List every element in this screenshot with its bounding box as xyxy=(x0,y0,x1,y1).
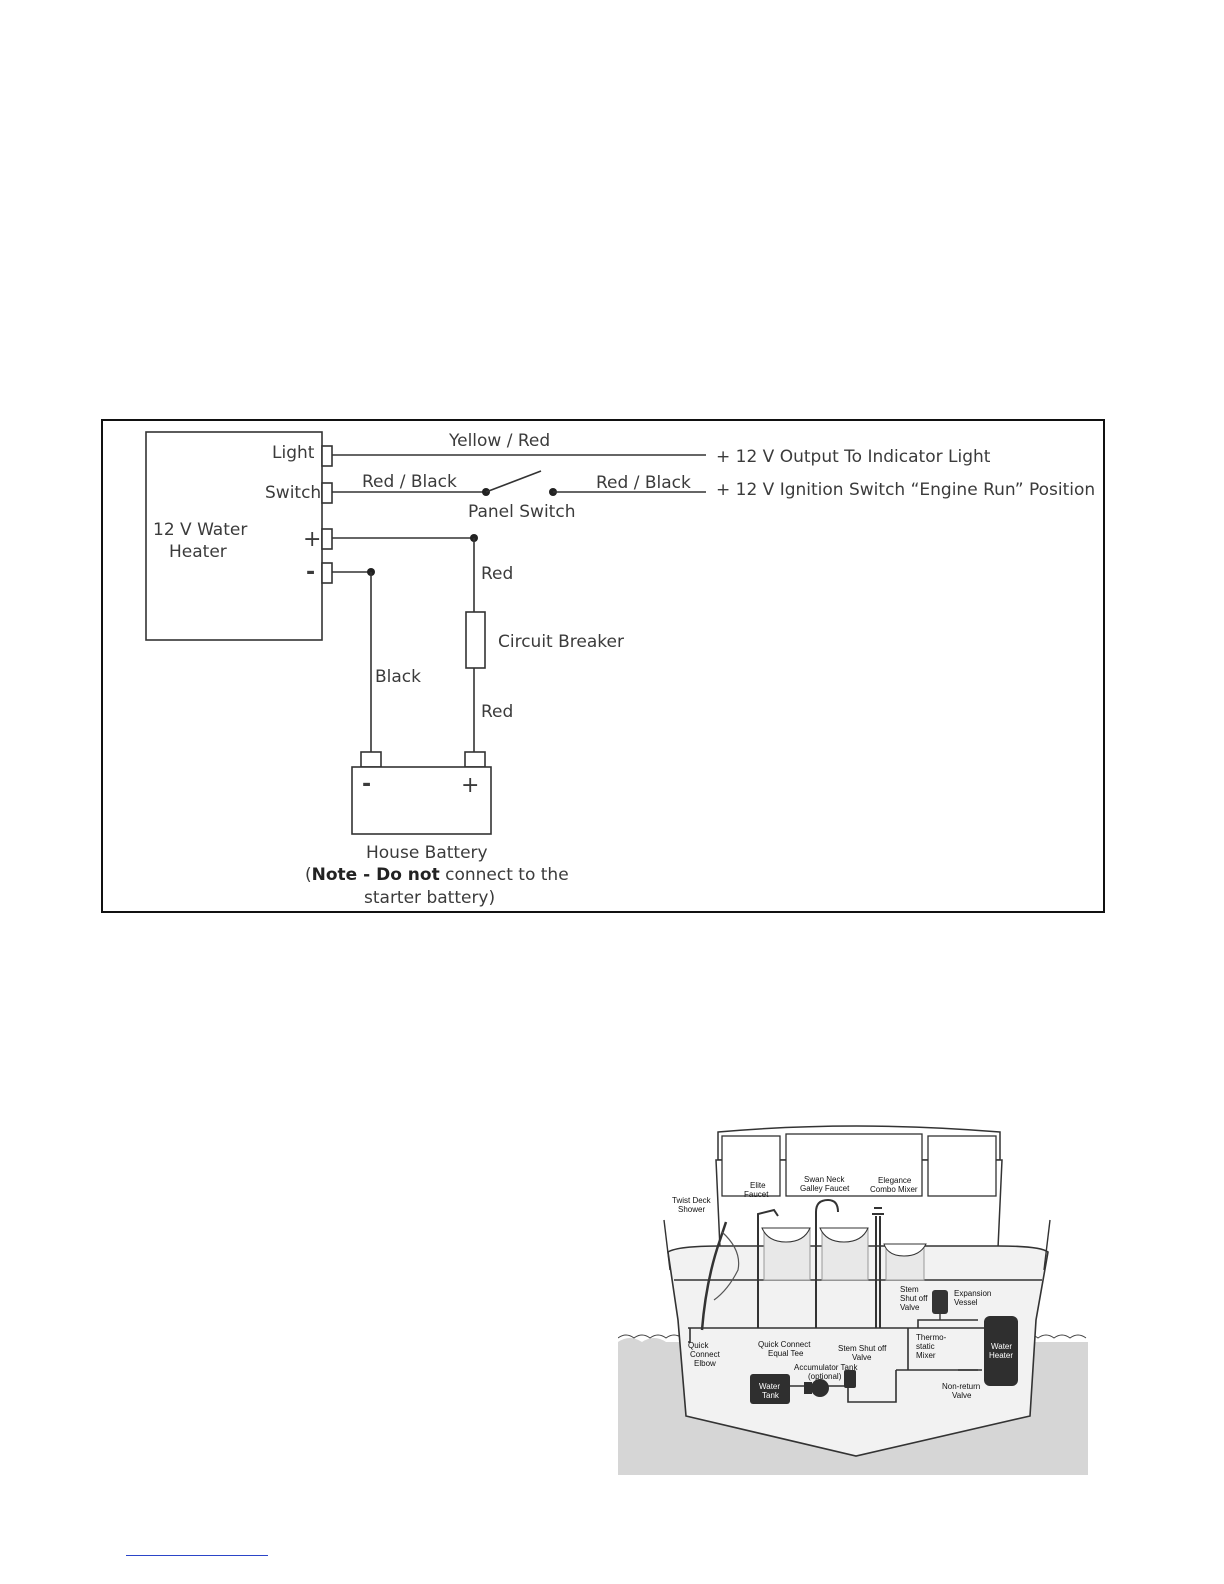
boat-plumbing-diagram xyxy=(618,1120,1090,1480)
battery-note-rest: connect to the xyxy=(439,865,569,885)
accumulator-tank xyxy=(844,1370,856,1388)
label-elite-faucet-1: Elite xyxy=(750,1181,766,1190)
label-thermo-3: Mixer xyxy=(916,1351,936,1360)
label-expansion-2: Vessel xyxy=(954,1298,978,1307)
terminal-plus xyxy=(322,529,332,549)
battery-note xyxy=(305,865,569,885)
battery-note-bold: Note - Do not xyxy=(311,865,440,885)
water-tank-label-2: Tank xyxy=(762,1391,779,1400)
label-quick-connect-tee-2: Equal Tee xyxy=(768,1349,804,1358)
water-tank-label-1: Water xyxy=(759,1382,781,1391)
battery-minus-sign: - xyxy=(362,772,372,797)
panel-switch-lever xyxy=(486,471,541,492)
terminal-plus-label: + xyxy=(303,527,322,552)
battery-note-line3: starter battery) xyxy=(364,888,496,908)
label-quick-connect-elbow-2: Connect xyxy=(690,1350,720,1359)
label-twist-deck-shower-1: Twist Deck xyxy=(672,1196,711,1205)
battery-label: House Battery xyxy=(366,843,488,863)
terminal-minus-label: - xyxy=(306,560,316,585)
rail-right xyxy=(1044,1220,1050,1270)
wire-red-upper-label: Red xyxy=(481,564,514,584)
label-accumulator-2: (optional) xyxy=(808,1372,842,1381)
expansion-vessel xyxy=(932,1290,948,1314)
label-quick-connect-tee-1: Quick Connect xyxy=(758,1340,811,1349)
label-stem-shutoff-low-2: Valve xyxy=(852,1353,872,1362)
battery-note-paren: ( xyxy=(305,865,312,885)
label-accumulator-1: Accumulator Tank xyxy=(794,1363,858,1372)
terminal-minus xyxy=(322,563,332,583)
cabin-window-right xyxy=(928,1136,996,1196)
label-stem-shutoff-top-2: Shut off xyxy=(900,1294,928,1303)
battery-plus-sign: + xyxy=(461,773,480,798)
water-heater-label-1: Water xyxy=(991,1342,1013,1351)
label-thermo-2: static xyxy=(916,1342,935,1351)
water-pump xyxy=(811,1379,829,1397)
label-swan-neck-1: Swan Neck xyxy=(804,1175,845,1184)
circuit-breaker xyxy=(466,612,485,668)
wire-red-lower-label: Red xyxy=(481,702,514,722)
footer-link-underline[interactable] xyxy=(126,1555,268,1556)
panel-switch-label: Panel Switch xyxy=(468,502,576,522)
label-non-return-1: Non-return xyxy=(942,1382,981,1391)
water-heater-label-2: Heater xyxy=(989,1351,1014,1360)
heater-label-line2: Heater xyxy=(169,542,227,562)
label-elegance-2: Combo Mixer xyxy=(870,1185,918,1194)
label-elite-faucet-2: Faucet xyxy=(744,1190,769,1199)
battery-terminal-minus xyxy=(361,752,381,767)
label-thermo-1: Thermo- xyxy=(916,1333,947,1342)
label-stem-shutoff-top-1: Stem xyxy=(900,1285,919,1294)
label-stem-shutoff-low-1: Stem Shut off xyxy=(838,1344,887,1353)
circuit-breaker-label: Circuit Breaker xyxy=(498,632,624,652)
label-twist-deck-shower-2: Shower xyxy=(678,1205,706,1214)
rail-left xyxy=(664,1220,670,1270)
wire-red-black-left-label: Red / Black xyxy=(362,472,457,492)
label-stem-shutoff-top-3: Valve xyxy=(900,1303,920,1312)
label-quick-connect-elbow-3: Elbow xyxy=(694,1359,716,1368)
terminal-switch xyxy=(322,483,332,503)
pump-motor xyxy=(804,1382,812,1394)
output-ignition-label: + 12 V Ignition Switch “Engine Run” Position xyxy=(716,480,1096,500)
wire-red-black-right-label: Red / Black xyxy=(596,473,691,493)
label-quick-connect-elbow-1: Quick xyxy=(688,1341,709,1350)
label-expansion-1: Expansion xyxy=(954,1289,992,1298)
terminal-light-label: Light xyxy=(272,443,315,463)
label-swan-neck-2: Galley Faucet xyxy=(800,1184,850,1193)
battery-terminal-plus xyxy=(465,752,485,767)
heater-label-line1: 12 V Water xyxy=(153,520,248,540)
terminal-switch-label: Switch xyxy=(265,483,322,503)
output-indicator-label: + 12 V Output To Indicator Light xyxy=(716,447,991,467)
wire-yellow-red-label: Yellow / Red xyxy=(449,431,551,451)
terminal-light xyxy=(322,446,332,466)
label-non-return-2: Valve xyxy=(952,1391,972,1400)
wire-black-label: Black xyxy=(375,667,421,687)
label-elegance-1: Elegance xyxy=(878,1176,912,1185)
